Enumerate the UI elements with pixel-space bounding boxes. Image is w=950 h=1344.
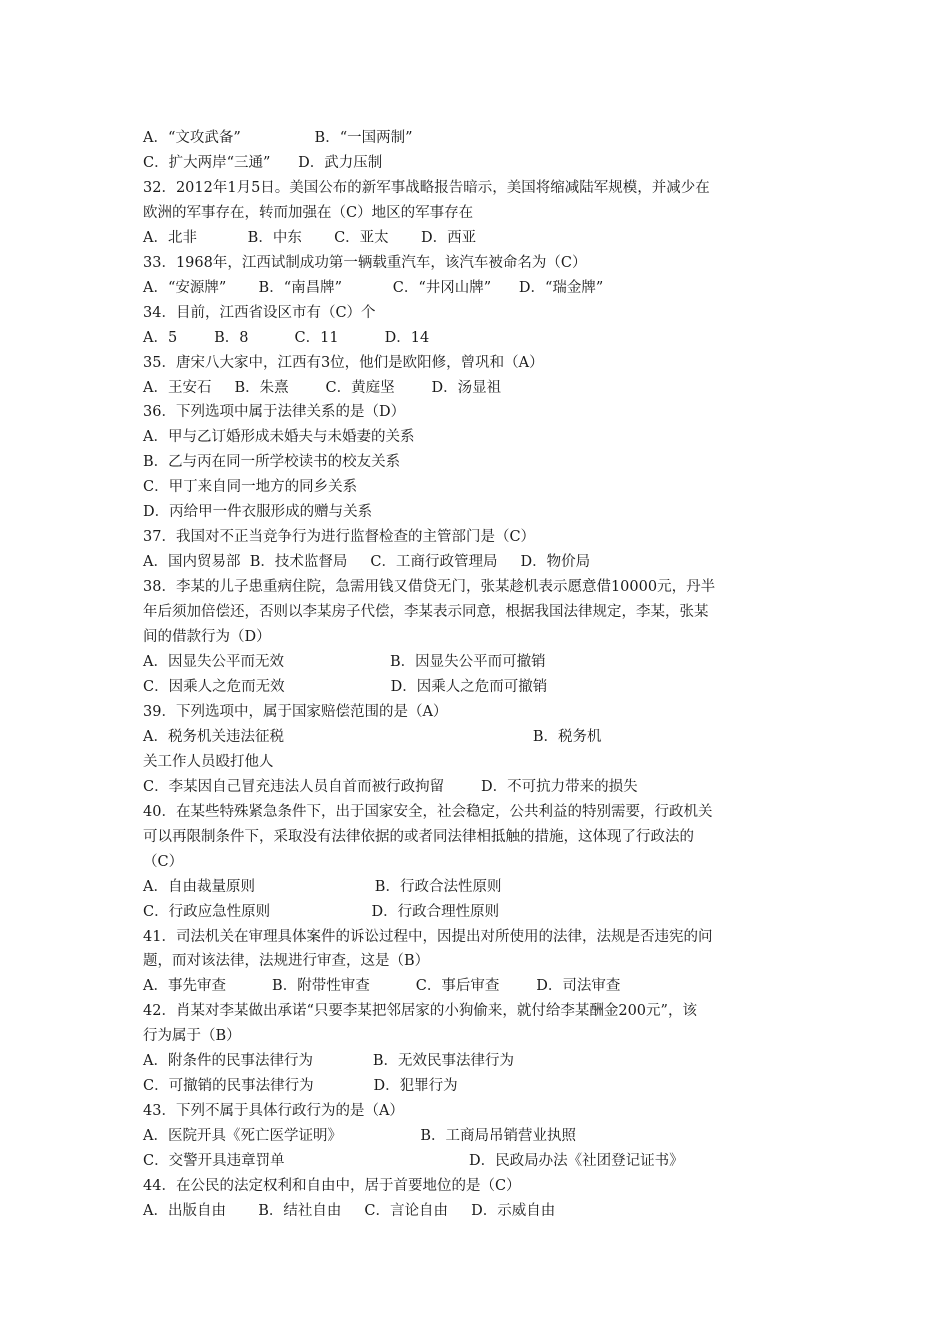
text-line: 41．司法机关在审理具体案件的诉讼过程中，因提出对所使用的法律，法规是否违宪的问 <box>143 928 713 945</box>
text-line: C．可撤销的民事法律行为 D．犯罪行为 <box>143 1078 458 1095</box>
text-line: A．出版自由 B．结社自由 C．言论自由 D．示威自由 <box>143 1202 556 1219</box>
text-line: 34．目前，江西省设区市有（C）个 <box>143 304 376 321</box>
text-line: 欧洲的军事存在，转而加强在（C）地区的军事存在 <box>143 204 474 221</box>
text-line: A．附条件的民事法律行为 B．无效民事法律行为 <box>143 1053 515 1070</box>
text-line: （C） <box>143 853 184 870</box>
text-line: 40．在某些特殊紧急条件下，出于国家安全，社会稳定，公共利益的特别需要，行政机关 <box>143 803 713 820</box>
text-line: A．因显失公平而无效 B．因显失公平而可撤销 <box>143 654 546 671</box>
text-line: A．医院开具《死亡医学证明》 B．工商局吊销营业执照 <box>143 1128 576 1145</box>
text-line: 39．下列选项中，属于国家赔偿范围的是（A） <box>143 703 448 720</box>
text-line: B．乙与丙在同一所学校读书的校友关系 <box>143 454 401 471</box>
text-line: C．行政应急性原则 D．行政合理性原则 <box>143 903 500 920</box>
document-body <box>143 126 803 1224</box>
text-line: A．自由裁量原则 B．行政合法性原则 <box>143 878 502 895</box>
text-line: A．“文攻武备” B．“一国两制” <box>143 130 413 146</box>
text-line: C．因乘人之危而无效 D．因乘人之危而可撤销 <box>143 678 548 695</box>
text-line: 可以再限制条件下，采取没有法律依据的或者同法律相抵触的措施，这体现了行政法的 <box>143 828 694 845</box>
text-line: 32．2012年1月5日。美国公布的新军事战略报告暗示，美国将缩减陆军规模，并减少在 <box>143 179 710 196</box>
text-line: 题，而对该法律，法规进行审查，这是（B） <box>143 953 430 970</box>
text-line: 行为属于（B） <box>143 1028 241 1045</box>
text-line: 43．下列不属于具体行政行为的是（A） <box>143 1103 404 1120</box>
text-line: C．扩大两岸“三通” D．武力压制 <box>143 154 383 171</box>
text-line: 33．1968年，江西试制成功第一辆载重汽车，该汽车被命名为（C） <box>143 254 587 271</box>
text-line: A．王安石 B．朱熹 C．黄庭坚 D．汤显祖 <box>143 379 502 396</box>
text-line: A．甲与乙订婚形成未婚夫与未婚妻的关系 <box>143 429 415 446</box>
text-line: C．交警开具违章罚单 D．民政局办法《社团登记证书》 <box>143 1153 684 1170</box>
text-line: 间的借款行为（D） <box>143 629 271 646</box>
text-line: 35．唐宋八大家中，江西有3位，他们是欧阳修，曾巩和（A） <box>143 354 544 371</box>
text-line: A．北非 B．中东 C．亚太 D．西亚 <box>143 229 477 246</box>
text-line: C．甲丁来自同一地方的同乡关系 <box>143 479 358 496</box>
text-line: A．“安源牌” B．“南昌牌” C．“井冈山牌” D．“瑞金牌” <box>143 279 604 296</box>
text-line: A．5 B．8 C．11 D．14 <box>143 329 430 346</box>
text-line: 37．我国对不正当竞争行为进行监督检查的主管部门是（C） <box>143 529 536 546</box>
text-line: 年后须加倍偿还，否则以李某房子代偿，李某表示同意，根据我国法律规定，李某，张某 <box>143 604 709 621</box>
text-line: 44．在公民的法定权利和自由中，居于首要地位的是（C） <box>143 1178 521 1195</box>
text-line: 关工作人员殴打他人 <box>143 753 274 770</box>
text-line: 38．李某的儿子患重病住院，急需用钱又借贷无门，张某趁机表示愿意借10000元，丹半 <box>143 579 716 596</box>
text-line: A．税务机关违法征税 B．税务机 <box>143 728 602 745</box>
text-line: A．事先审查 B．附带性审查 C．事后审查 D．司法审查 <box>143 978 621 995</box>
text-line: D．丙给甲一件衣服形成的赠与关系 <box>143 504 373 521</box>
text-line: 42．肖某对李某做出承诺“只要李某把邻居家的小狗偷来，就付给李某酬金200元”，该 <box>143 1003 697 1020</box>
text-line: 36．下列选项中属于法律关系的是（D） <box>143 404 406 421</box>
text-line: A．国内贸易部 B．技术监督局 C．工商行政管理局 D．物价局 <box>143 554 591 571</box>
text-line: C．李某因自己冒充违法人员自首而被行政拘留 D．不可抗力带来的损失 <box>143 778 638 795</box>
